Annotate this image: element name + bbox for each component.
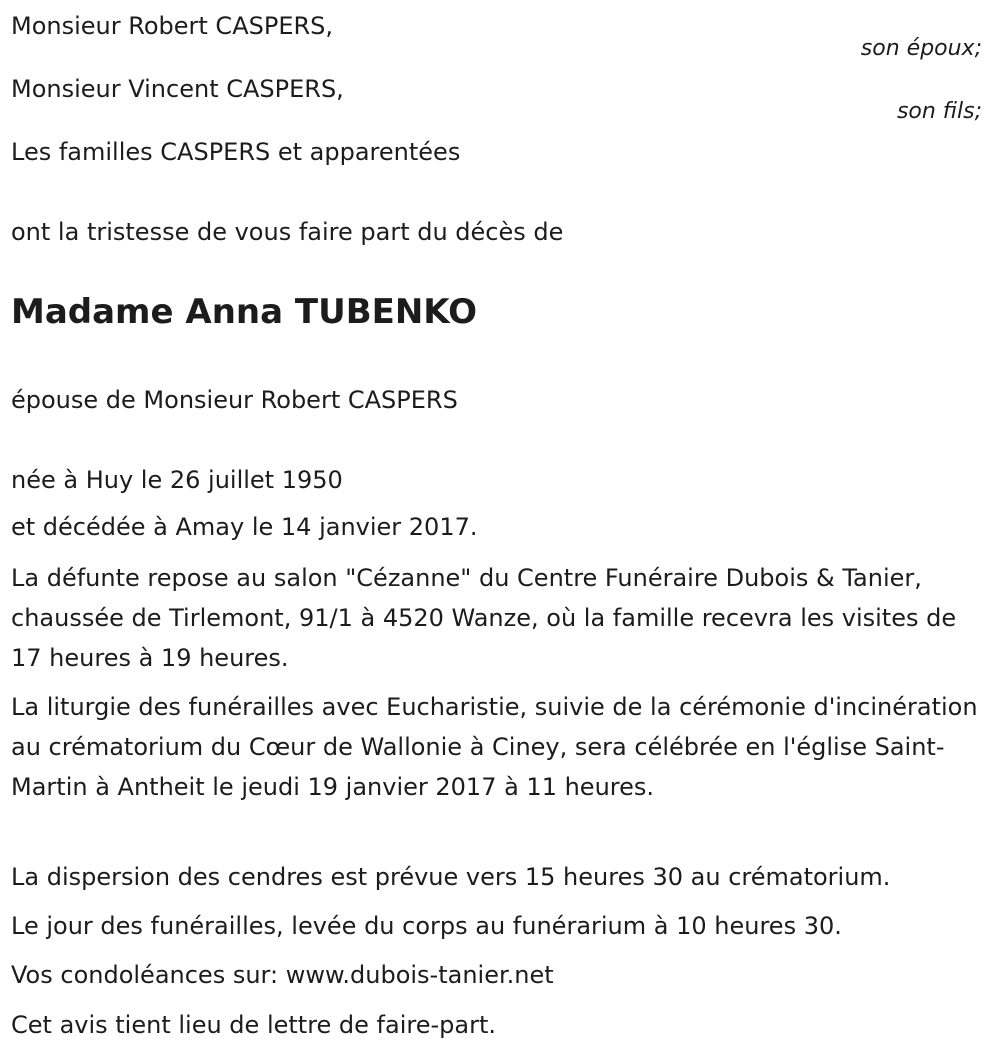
- announcement-text: ont la tristesse de vous faire part du décès de: [11, 218, 564, 246]
- paragraph-funeral: La liturgie des funérailles avec Eucharistie, suivie de la cérémonie d'incinération au crématorium du Cœur de Wallonie à Ciney, sera célébrée en l'église Saint-Martin à Antheit le jeudi 19 janvier 2017 à 11 heures.: [11, 693, 978, 801]
- family-member-husband: Monsieur Robert CASPERS,: [11, 12, 334, 40]
- paragraph-departure: Le jour des funérailles, levée du corps au funérarium à 10 heures 30.: [11, 912, 842, 940]
- relation-son: son fils;: [896, 99, 982, 124]
- paragraph-condolences: Vos condoléances sur: www.dubois-tanier.net: [11, 961, 554, 989]
- paragraph-visitation: La défunte repose au salon "Cézanne" du Centre Funéraire Dubois & Tanier, chaussée de Tirlemont, 91/1 à 4520 Wanze, où la famille recevra les visites de 17 heures à 19 heures.: [11, 564, 957, 672]
- deceased-death: et décédée à Amay le 14 janvier 2017.: [11, 513, 478, 541]
- deceased-birth: née à Huy le 26 juillet 1950: [11, 466, 343, 494]
- deceased-spouse: épouse de Monsieur Robert CASPERS: [11, 386, 458, 414]
- paragraph-ashes: La dispersion des cendres est prévue vers 15 heures 30 au crématorium.: [11, 863, 891, 891]
- paragraph-closing: Cet avis tient lieu de lettre de faire-part.: [11, 1011, 496, 1039]
- relation-husband: son époux;: [860, 36, 982, 61]
- family-member-son: Monsieur Vincent CASPERS,: [11, 75, 344, 103]
- deceased-name: Madame Anna TUBENKO: [11, 292, 478, 332]
- family-relatives: Les familles CASPERS et apparentées: [11, 138, 461, 166]
